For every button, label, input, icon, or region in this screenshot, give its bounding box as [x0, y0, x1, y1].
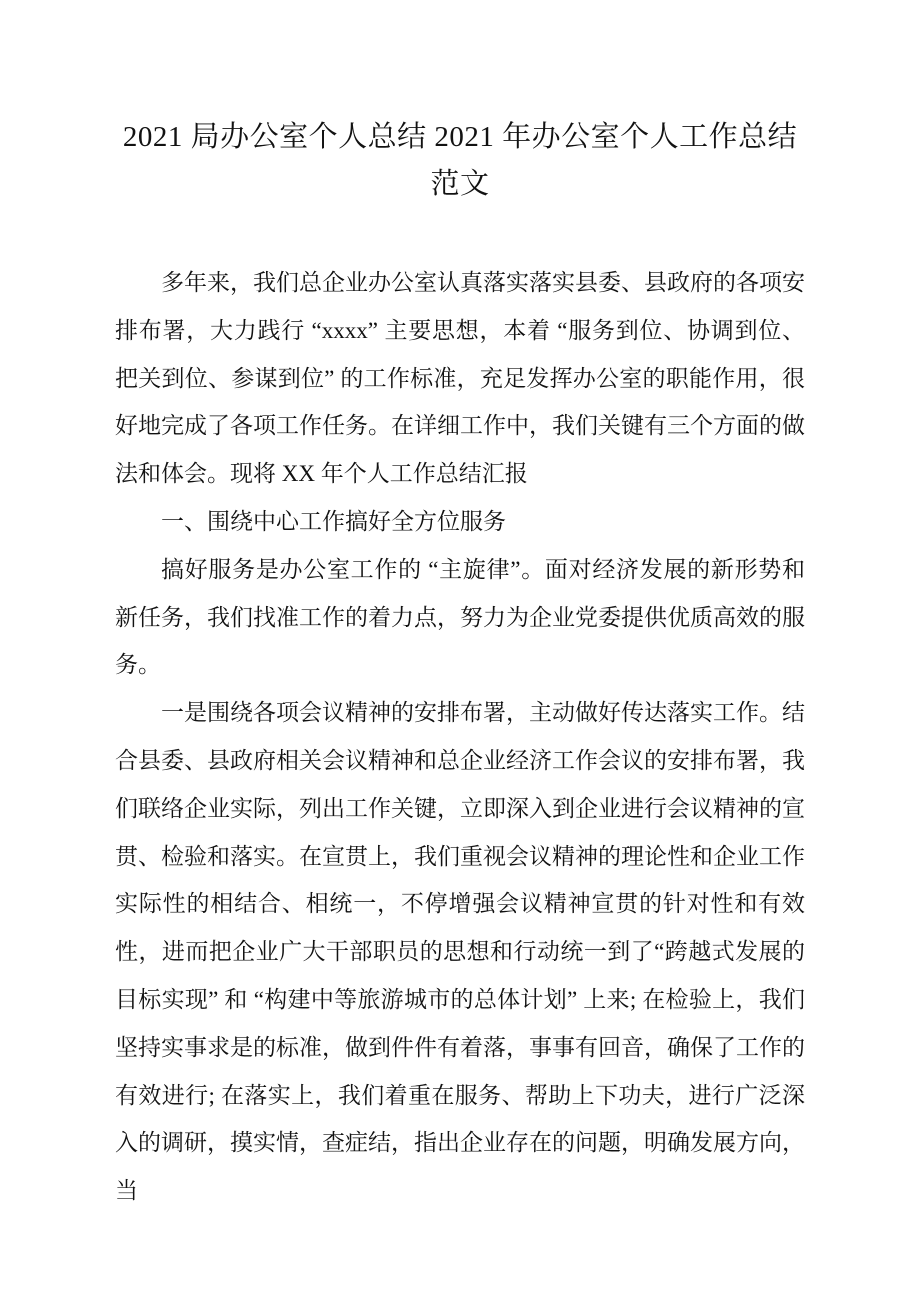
document-title: 2021 局办公室个人总结 2021 年办公室个人工作总结范文 — [122, 121, 798, 200]
service-paragraph: 搞好服务是办公室工作的 “主旋律”。面对经济发展的新形势和新任务，我们找准工作的着力点，努力为企业党委提供优质高效的服务。 — [115, 556, 805, 678]
intro-paragraph: 多年来，我们总企业办公室认真落实落实县委、县政府的各项安排布署，大力践行 “xxxx” 主要思想，本着 “服务到位、协调到位、把关到位、参谋到位” 的工作标准，充足发挥办公室的职能作用，很好地完成了各项工作任务。在详细工作中，我们关键有三个方面的做法和体会。现将 XX 年个人工作总结汇报 — [115, 270, 805, 487]
section-heading: 一、围绕中心工作搞好全方位服务 — [161, 508, 506, 534]
meeting-spirit-paragraph: 一是围绕各项会议精神的安排布署，主动做好传达落实工作。结合县委、县政府相关会议精神和总企业经济工作会议的安排布署，我们联络企业实际，列出工作关键，立即深入到企业进行会议精神的宣贯、检验和落实。在宣贯上，我们重视会议精神的理论性和企业工作实际性的相结合、相统一，不停增强会议精神宣贯的针对性和有效性，进而把企业广大干部职员的思想和行动统一到了“跨越式发展的目标实现” 和 “构建中等旅游城市的总体计划” 上来; 在检验上，我们坚持实事求是的标准，做到件件有着落，事事有回音，确保了工作的有效进行; 在落实上，我们着重在服务、帮助上下功夫，进行广泛深入的调研，摸实情，查症结，指出企业存在的问题，明确发展方向，当 — [115, 700, 805, 1204]
